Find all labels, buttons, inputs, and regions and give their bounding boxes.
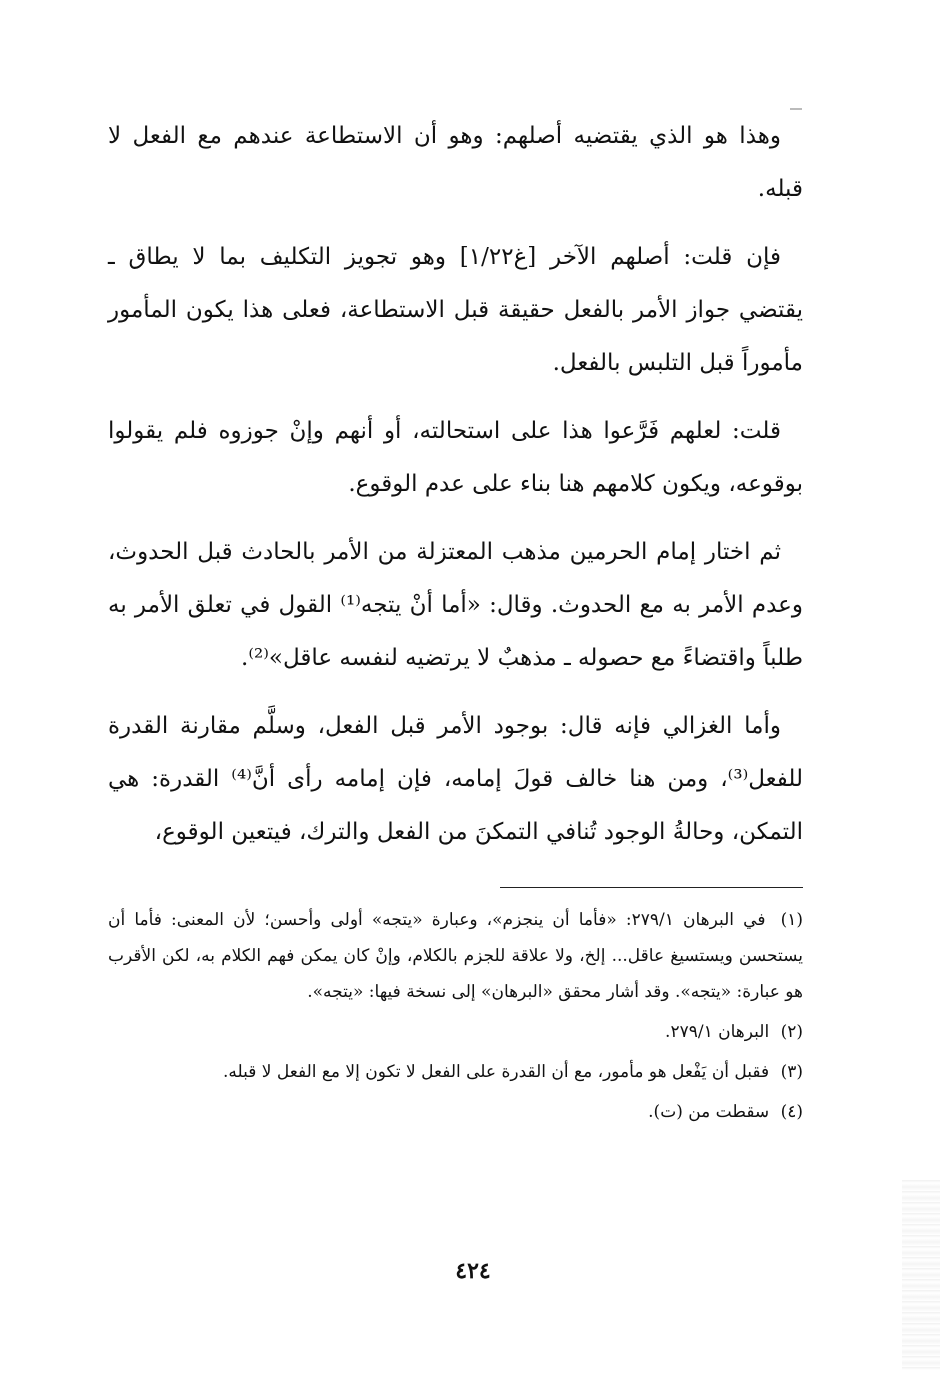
footnote-number: (٣) [780,1062,803,1082]
footnote-separator [500,887,803,888]
footnotes [108,902,803,1134]
paragraph-4: ثم اختار إمام الحرمين مذهب المعتزلة من الأمر بالحادث قبل الحدوث، وعدم الأمر به مع الحدوث. وقال: «أما أنْ يتجه⁽¹⁾ القول في تعلق الأمر به طلباً واقتضاءً مع حصوله ـ مذهبٌ لا يرتضيه لنفسه عاقل»⁽²⁾. [108,539,803,671]
paragraph-2: فإن قلت: أصلهم الآخر [غ١/٢٢] وهو تجويز التكليف بما لا يطاق ـ يقتضي جواز الأمر بالفعل حقيقة قبل الاستطاعة، فعلى هذا يكون المأمور مأموراً قبل التلبس بالفعل. [108,244,803,376]
page-number: ٤٢٤ [455,1258,491,1284]
footnote-text: سقطت من (ت). [648,1102,770,1122]
scan-edge-artifact [902,1180,940,1370]
footnote-1 [108,902,803,1010]
footnote-number: (٤) [780,1102,803,1122]
paragraph-3: قلت: لعلهم فَرَّعوا هذا على استحالته، أو أنهم وإنْ جوزوه فلم يقولوا بوقوعه، ويكون كلامهم هنا بناء على عدم الوقوع. [108,418,803,497]
footnote-2 [108,1014,803,1050]
footnote-3 [108,1054,803,1090]
main-text [108,110,803,874]
footnote-number: (٢) [780,1022,803,1042]
footnote-text: في البرهان ٢٧٩/١: «فأما أن ينجزم»، وعبارة «يتجه» أولى وأحسن؛ لأن المعنى: فأما أن يستحسن ويستسيغ عاقل... إلخ، ولا علاقة للجزم بالكلام، وإنْ كان يمكن فهم الكلام به، لكن الأقرب هو عبارة: «يتجه». وقد أشار محقق «البرهان» إلى نسخة فيها: «يتجه». [108,910,803,1002]
footnote-text: البرهان ٢٧٩/١. [665,1022,770,1042]
footnote-text: فقبل أن يَفْعل هو مأمور، مع أن القدرة على الفعل لا تكون إلا مع الفعل لا قبله. [222,1062,770,1082]
paragraph-1: وهذا هو الذي يقتضيه أصلهم: وهو أن الاستطاعة عندهم مع الفعل لا قبله. [108,123,803,202]
footnote-4 [108,1094,803,1130]
footnote-number: (١) [780,910,803,930]
paragraph-5: وأما الغزالي فإنه قال: بوجود الأمر قبل الفعل، وسلَّم مقارنة القدرة للفعل⁽³⁾، ومن هنا خالف قولَ إمامه، فإن إمامه رأى أنَّ⁽⁴⁾ القدرة: هي التمكن، وحالةُ الوجود تُنافي التمكنَ من الفعل والترك، فيتعين الوقوع، [108,713,803,845]
